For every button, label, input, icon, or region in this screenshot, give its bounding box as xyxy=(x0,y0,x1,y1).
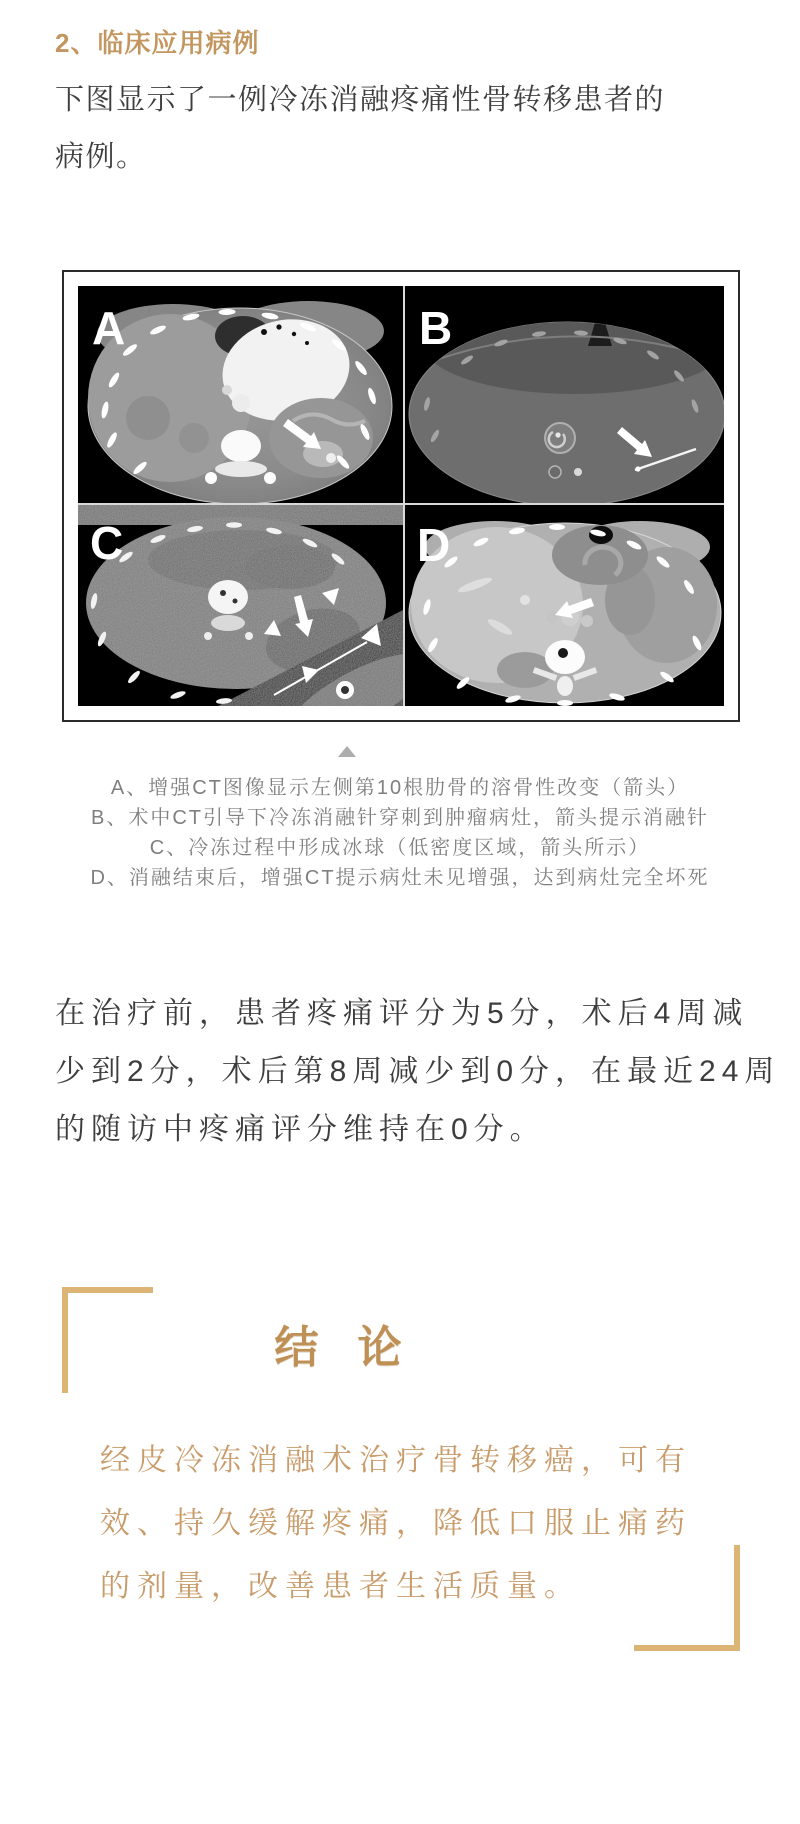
ct-figure-frame xyxy=(62,270,740,722)
ct-panel-a xyxy=(78,286,403,503)
ct-figure-image[interactable] xyxy=(78,286,724,706)
ct-panel-d xyxy=(405,505,724,706)
pain-line: 少到2分，术后第8周减少到0分，在最近24周 xyxy=(55,1055,781,1088)
corner-bracket-bottom-right xyxy=(634,1545,740,1651)
ct-panel-c xyxy=(78,505,403,706)
pain-line: 在治疗前，患者疼痛评分为5分，术后4周减 xyxy=(55,997,749,1030)
conclusion-line: 的剂量，改善患者生活质量。 xyxy=(100,1570,581,1603)
panel-label: D xyxy=(417,519,451,571)
section-heading: 2、临床应用病例 xyxy=(55,28,260,58)
panel-label: B xyxy=(419,302,453,354)
pain-score-paragraph xyxy=(55,985,781,1159)
conclusion-title: 结 论 xyxy=(274,1323,416,1372)
triangle-up-icon xyxy=(338,746,356,757)
conclusion-section xyxy=(55,1287,745,1651)
panel-label: C xyxy=(90,517,124,569)
conclusion-line: 效、持久缓解疼痛，降低口服止痛药 xyxy=(100,1507,692,1540)
intro-line: 病例。 xyxy=(55,141,147,173)
conclusion-line: 经皮冷冻消融术治疗骨转移癌，可有 xyxy=(100,1444,692,1477)
ct-panel-b xyxy=(405,286,724,503)
figure-caption xyxy=(55,773,745,893)
pain-line: 的随访中疼痛评分维持在0分。 xyxy=(55,1113,546,1146)
caption-line-a: A、增强CT图像显示左侧第10根肋骨的溶骨性改变（箭头） xyxy=(110,777,690,799)
intro-paragraph xyxy=(55,72,745,186)
intro-line: 下图显示了一例冷冻消融疼痛性骨转移患者的 xyxy=(55,84,666,116)
panel-label: A xyxy=(92,302,126,354)
caption-line-d: D、消融结束后，增强CT提示病灶未见增强，达到病灶完全坏死 xyxy=(90,867,710,889)
corner-bracket-top-left xyxy=(62,1287,153,1393)
caption-line-c: C、冷冻过程中形成冰球（低密度区域，箭头所示） xyxy=(149,837,651,859)
caption-line-b: B、术中CT引导下冷冻消融针穿刺到肿瘤病灶，箭头提示消融针 xyxy=(91,807,709,829)
